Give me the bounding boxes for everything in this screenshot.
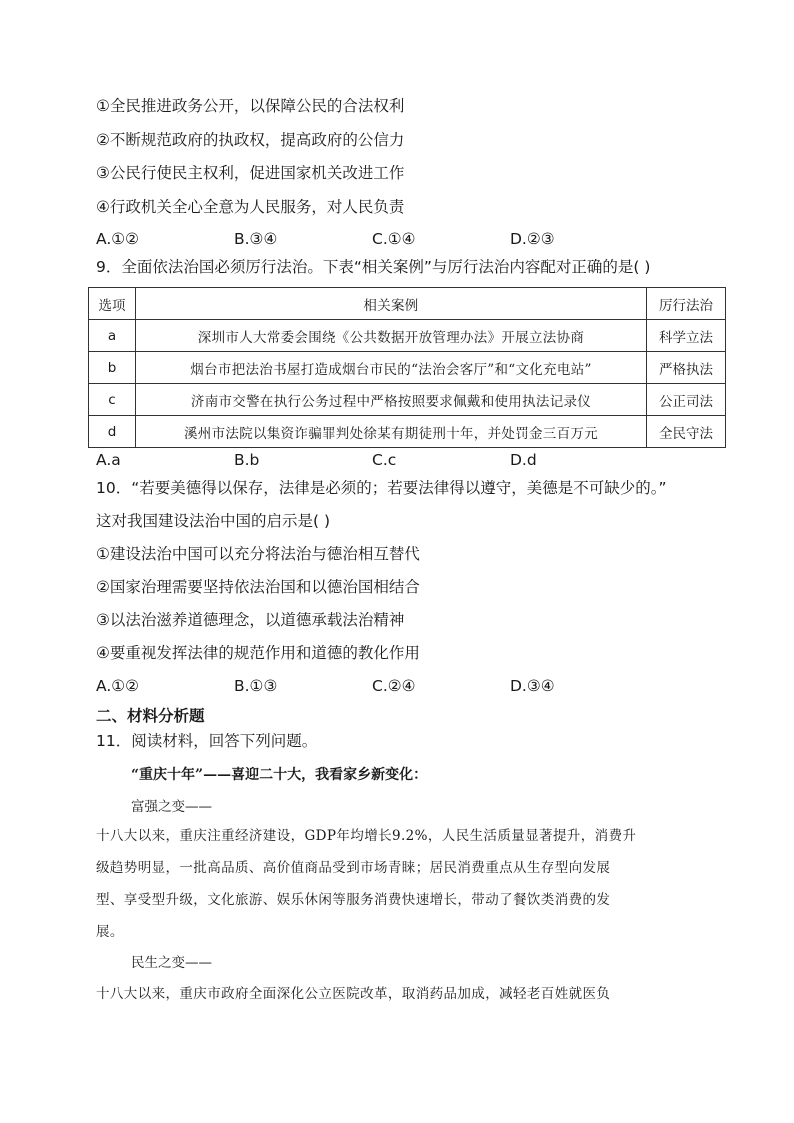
q10-stem-line-2: 这对我国建设法治中国的启示是( ) <box>96 512 331 530</box>
paragraph-line: 十八大以来，重庆市政府全面深化公立医院改革，取消药品加成，减轻老百姓就医负 <box>96 986 611 1002</box>
q8-option-c: C.①④ <box>372 230 416 248</box>
table-header-row <box>89 288 726 320</box>
table-row <box>89 320 726 352</box>
q10-option-a: A.①② <box>96 677 140 695</box>
q8-item-1: ①全民推进政务公开，以保障公民的合法权利 <box>96 97 405 115</box>
row-case: 溪州市法院以集资诈骗罪判处徐某有期徒刑十年，并处罚金三百万元 <box>136 416 647 448</box>
row-rule: 科学立法 <box>647 320 726 352</box>
q8-item-2: ②不断规范政府的执政权，提高政府的公信力 <box>96 131 405 149</box>
row-rule: 严格执法 <box>647 352 726 384</box>
material-title: “重庆十年”——喜迎二十大，我看家乡新变化： <box>131 767 428 783</box>
paragraph-line: 十八大以来，重庆注重经济建设，GDP年均增长9.2%，人民生活质量显著提升，消费升 <box>96 828 637 844</box>
q8-option-b: B.③④ <box>234 230 278 248</box>
header-option: 选项 <box>89 288 136 320</box>
q10-item-1: ①建设法治中国可以充分将法治与德治相互替代 <box>96 545 420 563</box>
q10-item-4: ④要重视发挥法律的规范作用和道德的教化作用 <box>96 644 420 662</box>
row-option: a <box>89 320 136 352</box>
subheading-prosperity: 富强之变—— <box>131 799 212 815</box>
row-option: d <box>89 416 136 448</box>
q9-option-b: B.b <box>234 451 260 469</box>
q9-option-a: A.a <box>96 451 121 469</box>
q9-case-table <box>88 287 726 448</box>
q9-option-c: C.c <box>372 451 397 469</box>
q10-item-2: ②国家治理需要坚持依法治国和以德治国相结合 <box>96 578 420 596</box>
row-case: 深圳市人大常委会围绕《公共数据开放管理办法》开展立法协商 <box>136 320 647 352</box>
q10-item-3: ③以法治滋养道德理念，以道德承载法治精神 <box>96 611 405 629</box>
q10-stem-line-1: 10．“若要美德得以保存，法律是必须的；若要法律得以遵守，美德是不可缺少的。” <box>96 479 667 497</box>
table-row <box>89 384 726 416</box>
row-option: b <box>89 352 136 384</box>
q9-stem: 9．全面依法治国必须厉行法治。下表“相关案例”与厉行法治内容配对正确的是( ) <box>96 258 651 276</box>
header-rule-of-law: 厉行法治 <box>647 288 726 320</box>
q11-stem: 11．阅读材料，回答下列问题。 <box>96 732 318 750</box>
q8-option-a: A.①② <box>96 230 140 248</box>
row-case: 济南市交警在执行公务过程中严格按照要求佩戴和使用执法记录仪 <box>136 384 647 416</box>
q10-option-b: B.①③ <box>234 677 278 695</box>
paragraph-line: 级趋势明显，一批高品质、高价值商品受到市场青睐；居民消费重点从生存型向发展 <box>96 860 611 876</box>
table-row <box>89 352 726 384</box>
q10-option-d: D.③④ <box>510 677 555 695</box>
row-case: 烟台市把法治书屋打造成烟台市民的“法治会客厅”和“文化充电站” <box>136 352 647 384</box>
row-rule: 全民守法 <box>647 416 726 448</box>
q10-option-c: C.②④ <box>372 677 416 695</box>
row-option: c <box>89 384 136 416</box>
header-case: 相关案例 <box>136 288 647 320</box>
material-paragraph-1 <box>96 820 696 948</box>
subheading-livelihood: 民生之变—— <box>131 955 212 971</box>
q8-item-3: ③公民行使民主权利，促进国家机关改进工作 <box>96 164 405 182</box>
paragraph-line: 型、享受型升级，文化旅游、娱乐休闲等服务消费快速增长，带动了餐饮类消费的发 <box>96 892 611 908</box>
paragraph-line: 展。 <box>96 924 124 940</box>
row-rule: 公正司法 <box>647 384 726 416</box>
q8-option-d: D.②③ <box>510 230 555 248</box>
material-paragraph-2 <box>96 978 696 1010</box>
q9-option-d: D.d <box>510 451 537 469</box>
q8-item-4: ④行政机关全心全意为人民服务，对人民负责 <box>96 198 405 216</box>
table-row <box>89 416 726 448</box>
section-heading: 二、材料分析题 <box>96 707 205 725</box>
